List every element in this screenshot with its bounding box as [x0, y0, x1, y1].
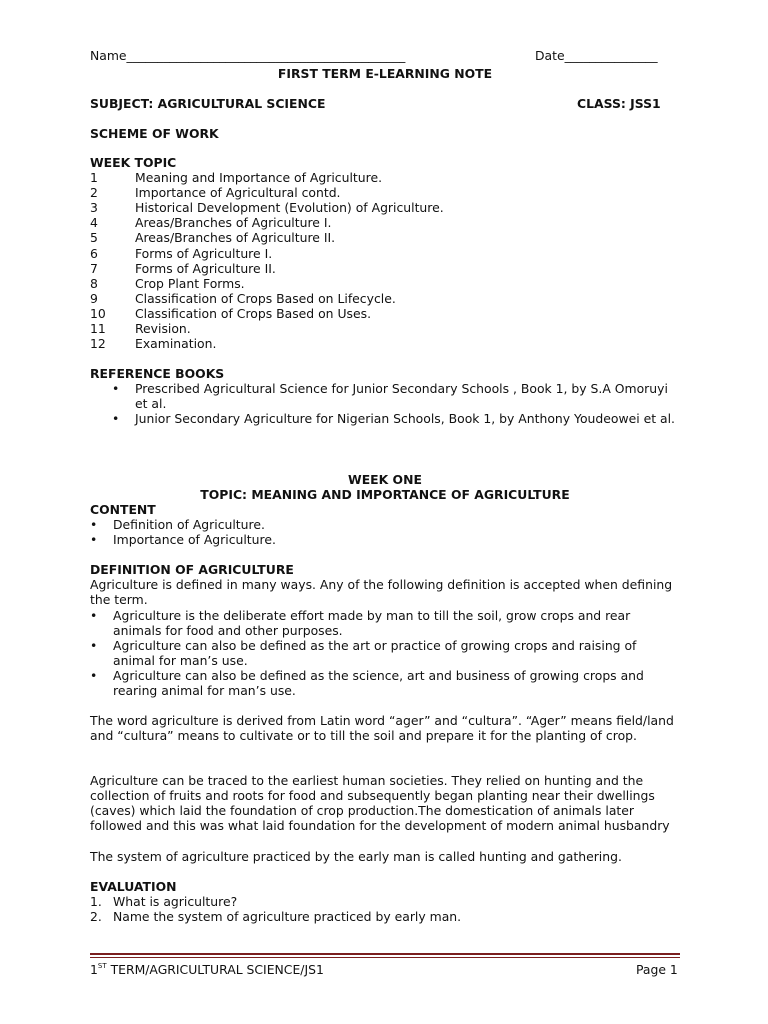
scheme-row: [90, 215, 331, 230]
date-field-label: Date_______________: [535, 48, 658, 63]
bullet-icon: •: [90, 532, 98, 547]
scheme-row: [90, 321, 191, 336]
document-title: FIRST TERM E-LEARNING NOTE: [277, 66, 493, 81]
week-number: 7: [90, 260, 98, 276]
week-topic: Forms of Agriculture II.: [135, 260, 276, 276]
scheme-table-header: WEEK TOPIC: [90, 155, 177, 170]
week-topic: Classification of Crops Based on Uses.: [135, 305, 372, 321]
week-topic: Importance of Agricultural contd.: [135, 185, 341, 201]
scheme-row: [90, 336, 216, 351]
bullet-icon: •: [112, 381, 120, 396]
week-number: 10: [90, 305, 106, 321]
week-topic: Areas/Branches of Agriculture II.: [135, 230, 336, 246]
week-number: 4: [90, 215, 98, 231]
scheme-row: [90, 261, 276, 276]
scheme-row: [90, 276, 245, 291]
scheme-heading: SCHEME OF WORK: [90, 126, 219, 141]
bullet-icon: •: [90, 638, 98, 653]
subject-label: SUBJECT: AGRICULTURAL SCIENCE: [90, 96, 326, 111]
week-topic: Revision.: [135, 321, 191, 336]
bullet-icon: •: [90, 668, 98, 683]
scheme-row: [90, 230, 335, 245]
references-heading: REFERENCE BOOKS: [90, 366, 225, 381]
definition-heading: DEFINITION OF AGRICULTURE: [90, 562, 294, 577]
week-number: 3: [90, 200, 98, 216]
system-paragraph: The system of agriculture practiced by the early man is called hunting and gathering.: [90, 849, 622, 864]
week-number: 5: [90, 230, 98, 246]
evaluation-heading: EVALUATION: [90, 879, 177, 894]
scheme-row: [90, 246, 272, 261]
week-number: 8: [90, 275, 98, 291]
week-topic: Areas/Branches of Agriculture I.: [135, 215, 332, 231]
week-number: 2: [90, 185, 98, 201]
footer-term-label: 1ST TERM/AGRICULTURAL SCIENCE/JS1: [90, 962, 324, 977]
week-title: WEEK ONE: [348, 472, 422, 487]
scheme-row: [90, 291, 396, 306]
week-topic: Historical Development (Evolution) of Agriculture.: [135, 200, 444, 216]
bullet-icon: •: [112, 411, 120, 426]
class-label: CLASS: JSS1: [577, 96, 661, 111]
scheme-row: [90, 170, 382, 185]
week-number: 11: [90, 321, 106, 336]
week-topic: Meaning and Importance of Agriculture.: [135, 170, 383, 185]
week-topic: Crop Plant Forms.: [135, 275, 245, 291]
week-number: 6: [90, 245, 98, 261]
history-paragraph: Agriculture can be traced to the earliest human societies. They relied on hunting and the collection of fruits and roots for food and subsequently began planting near their dwellings (caves) which laid the foundation of crop production.The domestication of animals later followed and this was what laid foundation for the development of modern animal husbandry: [90, 773, 670, 834]
definition-intro: Agriculture is defined in many ways. Any of the following definition is accepted when defining the term.: [90, 577, 673, 608]
week-number: 12: [90, 336, 106, 352]
topic-title: TOPIC: MEANING AND IMPORTANCE OF AGRICULTURE: [200, 487, 570, 502]
week-topic: Classification of Crops Based on Lifecycle.: [135, 290, 396, 306]
week-topic: Forms of Agriculture I.: [135, 245, 273, 261]
week-number: 9: [90, 290, 98, 306]
bullet-icon: •: [90, 517, 98, 532]
scheme-row: [90, 185, 341, 200]
footer-rule-thin: [90, 957, 680, 958]
name-field-label: Name_____________________________________________: [90, 48, 406, 63]
page-number: Page 1: [636, 962, 678, 977]
week-topic: Examination.: [135, 336, 217, 352]
bullet-icon: •: [90, 608, 98, 623]
scheme-row: [90, 200, 444, 215]
etymology-paragraph: The word agriculture is derived from Latin word “ager” and “cultura”. “Ager” means field/land and “cultura” means to cultivate or to till the soil and prepare it for the planting of crop.: [90, 713, 674, 744]
week-number: 1: [90, 170, 98, 185]
footer-rule: [90, 953, 680, 955]
scheme-row: [90, 306, 371, 321]
content-heading: CONTENT: [90, 502, 156, 517]
